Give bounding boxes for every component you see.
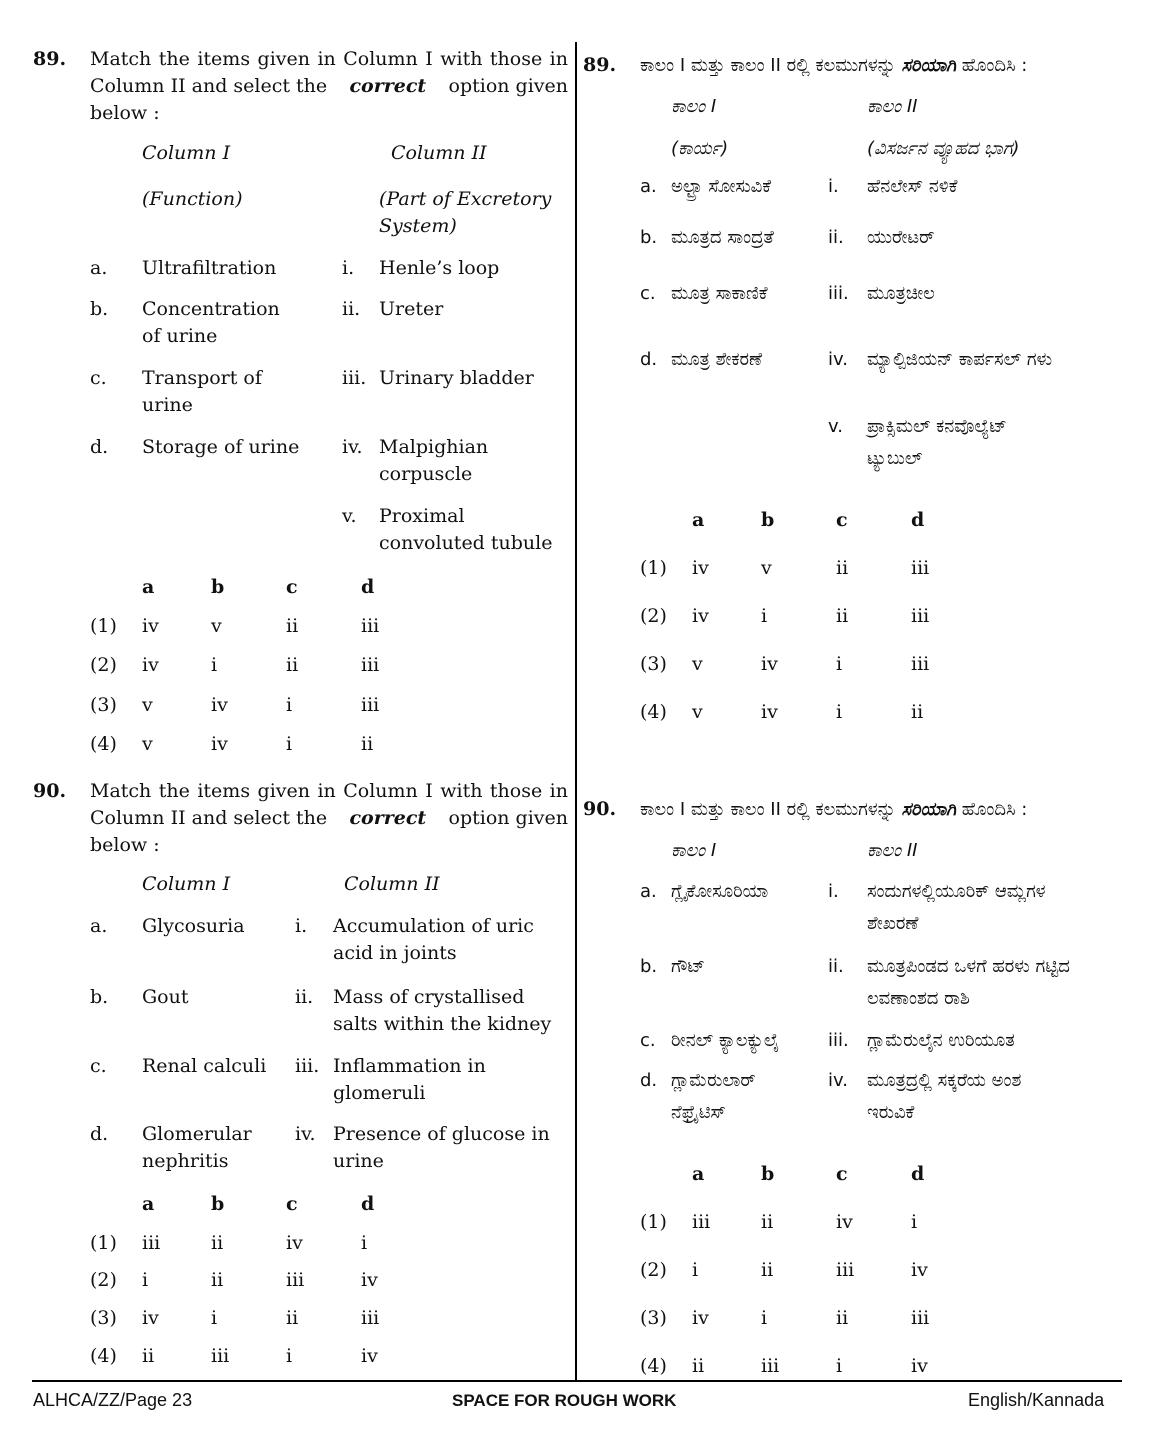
column-1-item: ಮೂತ್ರ ಶೇಕರಣೆ [671,349,763,370]
option-value: ii [761,1211,774,1233]
column-1-item: Storage of urine [142,436,300,458]
row-roman-key: i. [342,257,355,279]
column-2-item: ಗ್ಲಾಮೆರುಲೈನ ಉರಿಯೂತ [867,1030,1015,1051]
option-value: iv [286,1232,303,1254]
option-value: ii [361,733,374,755]
column-1-item: Ultrafiltration [142,257,277,279]
option-value: i [911,1211,918,1233]
column-2-item: Henle’s loop [379,257,500,279]
column-2-item-continued: convoluted tubule [379,532,553,554]
row-roman-key: ii. [828,956,844,977]
column-2-heading: ಕಾಲಂ II [867,840,918,861]
row-roman-key: iv. [342,436,363,458]
column-1-heading: ಕಾಲಂ I [671,840,717,861]
option-value: iv [836,1211,853,1233]
option-value: iii [911,605,930,627]
language-label: English/Kannada [968,1390,1105,1410]
option-value: iii [142,1232,161,1254]
question-number: 89. [33,48,67,70]
column-2-item: ಮೂತ್ರಪಿಂಡದ ಒಳಗೆ ಹರಳು ಗಟ್ಟಿದ [867,956,1070,977]
option-value: iv [142,615,159,637]
row-roman-key: iv. [828,349,848,370]
column-2-item: ಮೂತ್ರದ್ರಲ್ಲಿ ಸಕ್ಕರೆಯ ಅಂಶ [867,1070,1022,1091]
option-value: i [211,1307,218,1329]
column-2-item: ಸಂದುಗಳಲ್ಲಿಯೂರಿಕ್ ಆಮ್ಲಗಳ [867,881,1046,902]
footer-rule [32,1380,1122,1382]
answer-column-header: c [286,576,298,598]
row-roman-key: i. [828,881,839,902]
row-roman-key: i. [295,915,308,937]
answer-column-header: d [911,1163,925,1185]
row-roman-key: iii. [342,367,367,389]
option-value: ii [761,1259,774,1281]
column-1-subheading: (Function) [142,188,243,210]
question-number: 90. [33,780,67,802]
option-value: iii [286,1269,305,1291]
option-number: (3) [640,1307,667,1329]
option-value: iv [142,1307,159,1329]
answer-column-header: b [761,1163,775,1185]
option-value: iv [361,1269,378,1291]
option-value: ii [142,1345,155,1367]
column-2-item: Urinary bladder [379,367,534,389]
column-1-item: ಗ್ಲಾಮೆರುಲಾರ್ [671,1070,756,1091]
column-2-item-continued: ಟ್ಯುಬುಲ್ [867,448,923,469]
option-value: iv [692,1307,709,1329]
option-value: iv [692,605,709,627]
option-value: iii [911,557,930,579]
option-value: ii [836,1307,849,1329]
column-2-heading: Column II [344,873,440,895]
row-key: b. [90,298,109,320]
option-value: i [286,1345,293,1367]
option-number: (2) [640,605,667,627]
row-roman-key: iii. [828,1030,849,1051]
option-value: iv [211,694,228,716]
answer-column-header: b [761,509,775,531]
column-2-item-continued: corpuscle [379,463,473,485]
column-2-item: Ureter [379,298,444,320]
column-1-heading: ಕಾಲಂ I [671,96,717,117]
option-value: iii [761,1355,780,1377]
question-stem: ಕಾಲಂ I ಮತ್ತು ಕಾಲಂ II ರಲ್ಲಿ ಕಲಮುಗಳನ್ನು ಸರಿಯಾಗಿ ಹೊಂದಿಸಿ : [640,55,1028,76]
option-value: iii [911,1307,930,1329]
option-value: iv [911,1259,928,1281]
row-roman-key: iii. [828,283,849,304]
column-1-item: Renal calculi [142,1055,267,1077]
page-reference: ALHCA/ZZ/Page 23 [33,1390,193,1410]
column-1-item: Gout [142,986,189,1008]
option-value: ii [211,1232,224,1254]
option-value: v [211,615,222,637]
row-key: d. [640,1070,658,1091]
column-2-heading: ಕಾಲಂ II [867,96,918,117]
option-number: (2) [640,1259,667,1281]
option-value: iii [211,1345,230,1367]
column-2-item: ಹೆನಲೇಸ್ ನಳಿಕೆ [867,176,958,197]
option-value: i [836,701,843,723]
column-1-item: ಗೌಟ್ [671,956,706,977]
column-2-subheading: (Part of Excretory [379,188,552,210]
question-number: 89. [583,54,617,76]
question-stem-line: Match the items given in Column I with those in [90,780,568,802]
column-2-item: Malpighian [379,436,489,458]
option-value: i [836,653,843,675]
option-value: iv [761,653,778,675]
option-value: i [142,1269,149,1291]
option-value: i [836,1355,843,1377]
answer-column-header: a [692,509,705,531]
column-1-item-continued: urine [142,394,193,416]
column-2-item: Accumulation of uric [333,915,534,937]
option-value: v [142,694,153,716]
row-key: c. [640,1030,656,1051]
column-2-item-continued: ಇರುವಿಕೆ [867,1102,915,1123]
rough-work-label: SPACE FOR ROUGH WORK [452,1391,677,1410]
option-value: iv [211,733,228,755]
row-key: a. [640,176,657,197]
column-1-item: ಅಲ್ಟ್ರಾ ಸೋಸುವಿಕೆ [671,176,772,197]
question-stem-line: Column II and select the correct option given [90,807,568,829]
option-number: (4) [640,701,667,723]
option-number: (1) [90,1232,117,1254]
row-roman-key: v. [828,416,843,437]
option-value: i [692,1259,699,1281]
column-2-item: Presence of glucose in [333,1123,550,1145]
option-number: (3) [640,653,667,675]
answer-column-header: a [142,1193,155,1215]
column-1-item: ಮೂತ್ರದ ಸಾಂದ್ರತೆ [671,227,774,248]
column-2-item-continued: glomeruli [333,1082,426,1104]
column-1-heading: Column I [142,873,231,895]
option-value: ii [286,654,299,676]
option-value: iii [361,1307,380,1329]
column-1-item: Concentration [142,298,280,320]
column-2-item-continued: salts within the kidney [333,1013,552,1035]
column-2-heading: Column II [391,142,487,164]
column-2-item: ಪ್ರಾಕ್ಸಿಮಲ್ ಕನವೊಲ್ಯೆಟ್ [867,416,1007,437]
column-1-item: ಗ್ಲೈಕೋಸೂರಿಯಾ [671,881,769,902]
option-value: i [361,1232,368,1254]
column-1-item-continued: of urine [142,325,218,347]
option-value: v [692,701,703,723]
option-value: iii [692,1211,711,1233]
option-value: iii [361,654,380,676]
column-1-item: Glycosuria [142,915,245,937]
row-key: d. [90,436,109,458]
column-2-item: Proximal [379,505,465,527]
question-stem-line: Column II and select the correct option given [90,75,568,97]
option-value: v [761,557,772,579]
option-number: (1) [640,1211,667,1233]
row-key: c. [90,1055,107,1077]
column-1-item: Glomerular [142,1123,252,1145]
answer-column-header: d [911,509,925,531]
option-value: iv [761,701,778,723]
option-value: iv [361,1345,378,1367]
option-number: (1) [640,557,667,579]
column-2-item: Inflammation in [333,1055,486,1077]
column-1-heading: Column I [142,142,231,164]
option-value: ii [911,701,924,723]
column-1-subheading: (ಕಾರ್ಯ) [671,138,729,159]
column-2-item: ಮೂತ್ರಚೀಲ [867,283,935,304]
question-stem-line: below : [90,102,160,124]
row-roman-key: v. [342,505,357,527]
row-roman-key: iv. [295,1123,316,1145]
row-key: d. [90,1123,109,1145]
option-number: (4) [90,1345,117,1367]
row-roman-key: iv. [828,1070,848,1091]
question-number: 90. [583,798,617,820]
answer-column-header: d [361,1193,375,1215]
answer-column-header: a [692,1163,705,1185]
option-value: i [211,654,218,676]
answer-column-header: c [836,509,848,531]
row-key: a. [640,881,657,902]
answer-column-header: a [142,576,155,598]
answer-column-header: b [211,1193,225,1215]
option-value: iv [692,557,709,579]
row-key: a. [90,257,108,279]
row-roman-key: i. [828,176,839,197]
column-1-item: ಮೂತ್ರ ಸಾಕಾಣಿಕೆ [671,283,768,304]
option-number: (3) [90,694,117,716]
option-value: ii [692,1355,705,1377]
row-key: a. [90,915,108,937]
question-stem-line: below : [90,834,160,856]
option-value: v [142,733,153,755]
column-2-item-continued: urine [333,1150,384,1172]
question-stem-line: Match the items given in Column I with those in [90,48,568,70]
option-value: iii [911,653,930,675]
option-number: (1) [90,615,117,637]
option-value: iv [142,654,159,676]
column-2-item-continued: ಲವಣಾಂಶದ ರಾಶಿ [867,988,970,1009]
option-number: (3) [90,1307,117,1329]
row-key: c. [90,367,107,389]
row-key: b. [640,227,658,248]
column-2-subheading: System) [379,215,457,237]
option-value: iii [836,1259,855,1281]
option-value: v [692,653,703,675]
option-value: i [761,1307,768,1329]
answer-column-header: d [361,576,375,598]
column-1-item: ರೀನಲ್ ಕ್ಯಾಲಕ್ಯುಲೈ [671,1030,780,1051]
option-value: ii [211,1269,224,1291]
column-1-item-continued: ನೆಫ್ರೈಟಿಸ್ [671,1102,726,1123]
question-stem: ಕಾಲಂ I ಮತ್ತು ಕಾಲಂ II ರಲ್ಲಿ ಕಲಮುಗಳನ್ನು ಸರಿಯಾಗಿ ಹೊಂದಿಸಿ : [640,799,1028,820]
row-key: b. [640,956,658,977]
row-roman-key: iii. [295,1055,320,1077]
option-value: i [761,605,768,627]
column-2-item: Mass of crystallised [333,986,525,1008]
row-roman-key: ii. [295,986,314,1008]
option-number: (4) [640,1355,667,1377]
option-value: ii [836,605,849,627]
column-1-item: Transport of [142,367,262,389]
column-2-item-continued: ಶೇಖರಣೆ [867,913,919,934]
column-2-subheading: (ವಿಸರ್ಜನ ವ್ಯೂಹದ ಭಾಗ) [867,138,1020,159]
option-value: i [286,694,293,716]
column-divider [575,42,577,1380]
row-key: d. [640,349,658,370]
column-1-item-continued: nephritis [142,1150,229,1172]
option-value: ii [286,1307,299,1329]
row-key: c. [640,283,656,304]
column-2-item-continued: acid in joints [333,942,457,964]
answer-column-header: c [286,1193,298,1215]
row-roman-key: ii. [342,298,361,320]
option-value: ii [836,557,849,579]
option-number: (2) [90,1269,117,1291]
row-roman-key: ii. [828,227,844,248]
option-number: (4) [90,733,117,755]
column-2-item: ಮ್ಯಾಲ್ಪಿಜಿಯನ್ ಕಾರ್ಪಸಲ್ ಗಳು [867,349,1053,370]
option-value: iii [361,694,380,716]
column-2-item: ಯುರೇಟರ್ [867,227,935,248]
answer-column-header: b [211,576,225,598]
option-value: i [286,733,293,755]
option-number: (2) [90,654,117,676]
option-value: iii [361,615,380,637]
row-key: b. [90,986,109,1008]
option-value: ii [286,615,299,637]
answer-column-header: c [836,1163,848,1185]
option-value: iv [911,1355,928,1377]
